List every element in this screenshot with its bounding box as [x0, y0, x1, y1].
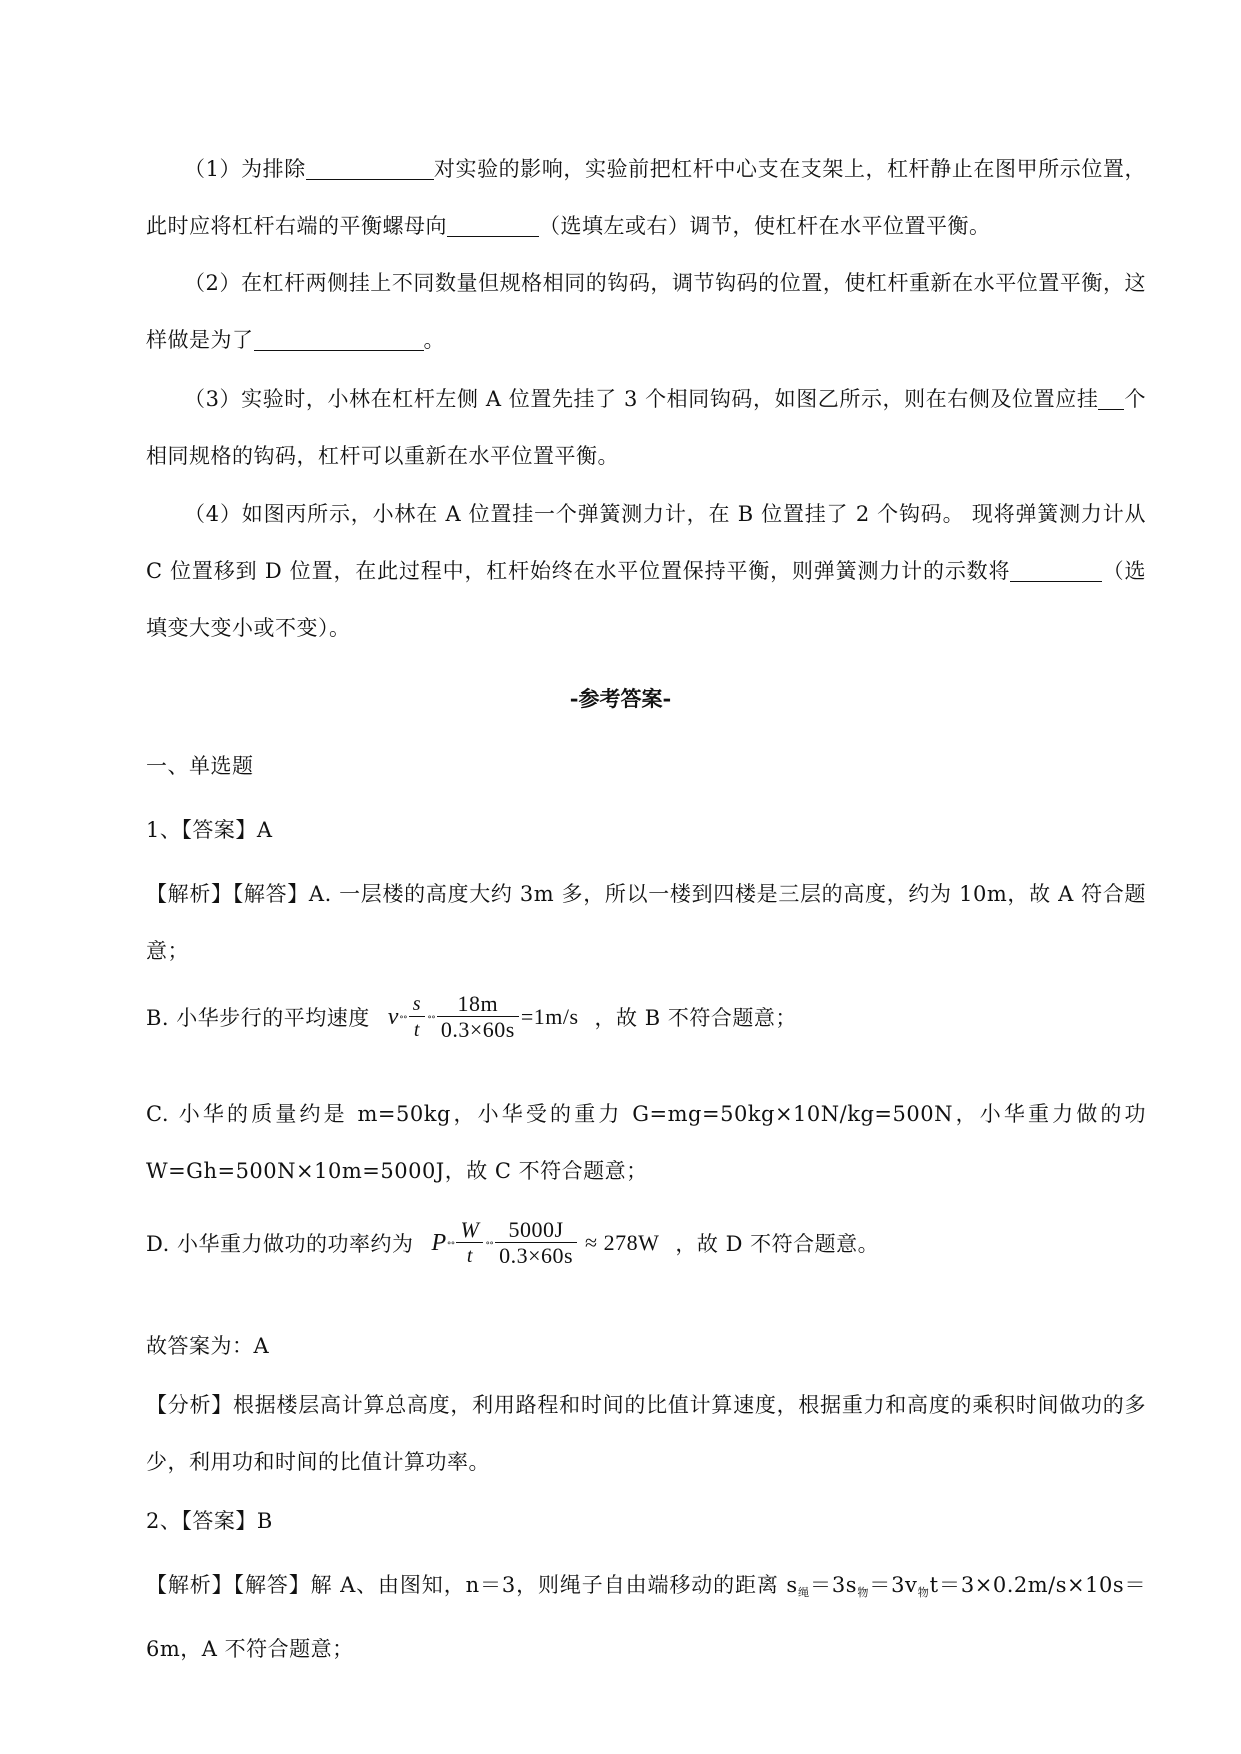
- q1-text-a: （1）为排除: [184, 157, 306, 181]
- formula-dots-icon: ∘∘: [427, 1011, 435, 1023]
- question-4: [146, 486, 1146, 657]
- q2-text-b: 。: [423, 328, 445, 352]
- q1-text-c: （选填左或右）调节，使杠杆在水平位置平衡。: [539, 214, 991, 238]
- answer-2-analysis: 【解析】【解答】解 A、由图知，n＝3，则绳子自由端移动的距离 $s_绳=3s_物=3v_物t=3\times 0.2m/s\times 10s=6m$，A 不符合题意；: [146, 1573, 1146, 1661]
- answer-1-fenxi: 【分析】根据楼层高计算总高度，利用路程和时间的比值计算速度，根据重力和高度的乘积时间做功的多少，利用功和时间的比值计算功率。: [146, 1393, 1146, 1474]
- answer-heading: -参考答案-: [569, 686, 672, 711]
- question-3: [146, 371, 1146, 485]
- formula-d-prefix: D. 小华重力做功的功率约为: [146, 1232, 414, 1256]
- q2-blank[interactable]: [254, 328, 424, 351]
- formula-b-result: =1m/s: [520, 1004, 579, 1029]
- formula-dots-icon: ∘∘: [398, 1011, 407, 1023]
- formula-b-suffix: ，故 B 不符合题意；: [594, 1006, 797, 1030]
- answer-1-label: 1、【答案】A: [146, 818, 273, 842]
- q3-text-a: （3）实验时，小林在杠杆左侧 A 位置先挂了 3 个相同钩码，如图乙所示，则在右侧及位置应挂: [184, 387, 1099, 411]
- q4-blank[interactable]: [1010, 559, 1102, 582]
- formula-b-var: v: [387, 1003, 399, 1030]
- q4-text-b: （选填变大变小或不变）。: [146, 559, 1146, 640]
- q1-blank-1[interactable]: [306, 157, 434, 180]
- formula-b-line: [146, 980, 1146, 1054]
- q1-blank-2[interactable]: [447, 214, 539, 237]
- formula-d-line: [146, 1202, 1146, 1284]
- q3-blank[interactable]: [1098, 387, 1124, 410]
- q2-text-a: （2）在杠杆两侧挂上不同数量但规格相同的钩码，调节钩码的位置，使杠杆重新在水平位置平衡，这样做是为了: [146, 271, 1146, 352]
- question-2: [146, 255, 1146, 369]
- formula-b-frac-2: $\frac{18m}{0.3\times 60s}$: [437, 992, 519, 1043]
- formula-b-prefix: B. 小华步行的平均速度: [146, 1006, 370, 1030]
- formula-d-frac-2: $\frac{5000J}{0.3\times 60s}$: [495, 1218, 577, 1269]
- formula-b-frac-1: $\frac{s}{t}$: [409, 992, 425, 1043]
- formula-dots-icon: ∘∘: [446, 1237, 455, 1249]
- question-1: [146, 141, 1146, 255]
- formula-d-frac-1: $\frac{W}{t}$: [456, 1218, 483, 1269]
- answer-2-label: 2、【答案】B: [146, 1509, 273, 1533]
- q1-text-b: 对实验的影响，实验前把杠杆中心支在支架上，杠杆静止在图甲所示位置，此时应将杠杆右端的平衡螺母向: [146, 157, 1146, 238]
- section-title: 一、单选题: [146, 754, 254, 778]
- formula-dots-icon: ∘∘: [485, 1237, 494, 1249]
- answer-c-text: C. 小华的质量约是 m=50kg，小华受的重力 G=mg=50kg×10N/kg=500N，小华重力做的功 W=Gh=500N×10m=5000J，故 C 不符合题意；: [146, 1102, 1146, 1183]
- answer-1-final: 故答案为：A: [146, 1334, 270, 1358]
- answer-1-analysis: 【解析】【解答】A. 一层楼的高度大约 3m 多，所以一楼到四楼是三层的高度，约为 10m，故 A 符合题意；: [146, 882, 1146, 963]
- formula-d-suffix: ，故 D 不符合题意。: [675, 1232, 880, 1256]
- formula-d-result: ≈ 278W: [585, 1230, 660, 1255]
- q4-text-a: （4）如图丙所示，小林在 A 位置挂一个弹簧测力计，在 B 位置挂了 2 个钩码。 现将弹簧测力计从 C 位置移到 D 位置，在此过程中，杠杆始终在水平位置保持平衡，则弹簧测力计的示数将: [146, 502, 1146, 583]
- formula-d-var: P: [431, 1229, 447, 1256]
- q3-text-b: 个相同规格的钩码，杠杆可以重新在水平位置平衡。: [146, 387, 1146, 468]
